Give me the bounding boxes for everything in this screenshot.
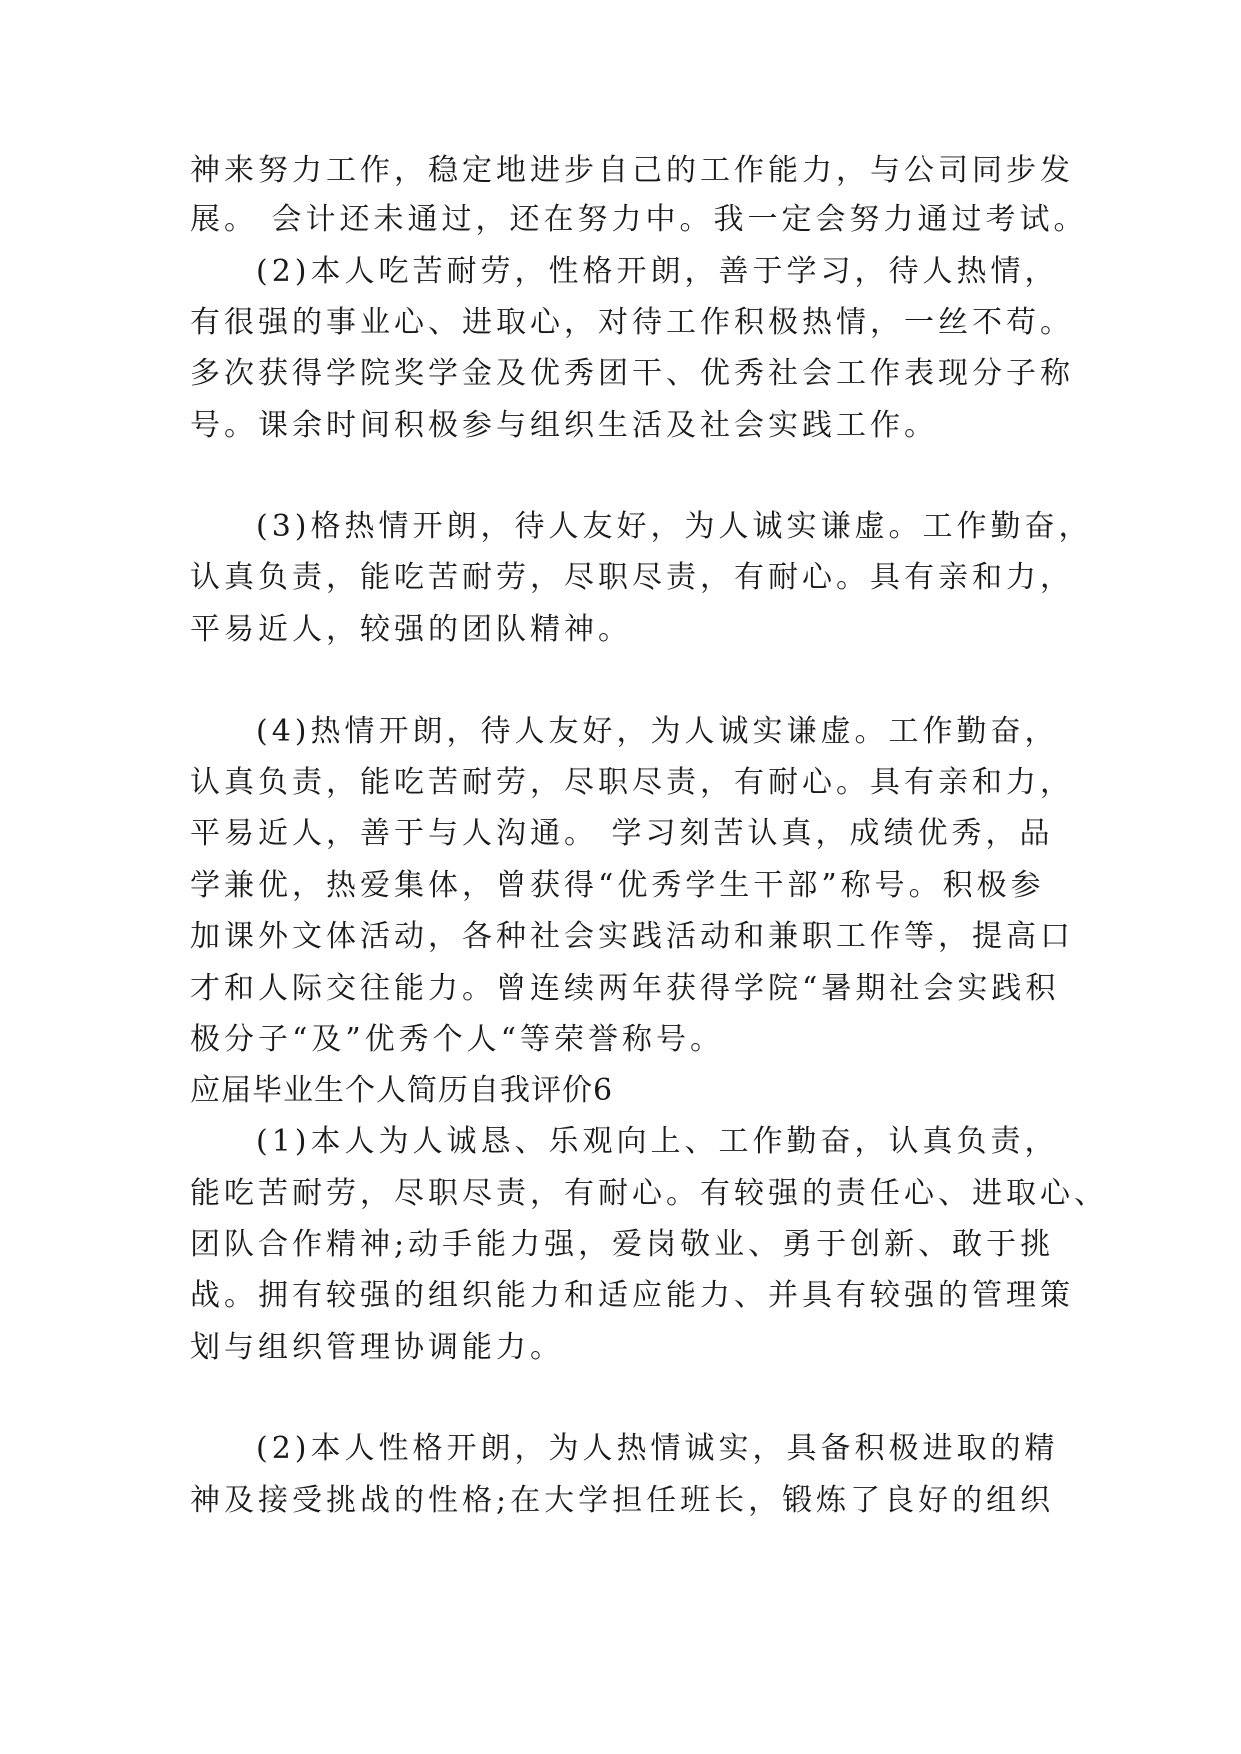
text-line: 认真负责，能吃苦耐劳，尽职尽责，有耐心。具有亲和力， bbox=[190, 560, 1074, 595]
text-line: 划与组织管理协调能力。 bbox=[190, 1330, 564, 1365]
text-line: 展。 会计还未通过，还在努力中。我一定会努力通过考试。 bbox=[190, 202, 1088, 237]
text-line: 能吃苦耐劳，尽职尽责，有耐心。有较强的责任心、进取心、 bbox=[190, 1176, 1108, 1211]
paragraph-start: (4)热情开朗，待人友好，为人诚实谦虚。工作勤奋， bbox=[256, 714, 1059, 749]
text-line: 平易近人，较强的团队精神。 bbox=[190, 612, 632, 647]
text-line: 极分子“及”优秀个人“等荣誉称号。 bbox=[190, 1022, 725, 1057]
paragraph-start: (3)格热情开朗，待人友好，为人诚实谦虚。工作勤奋， bbox=[256, 509, 1093, 544]
text-line: 认真负责，能吃苦耐劳，尽职尽责，有耐心。具有亲和力， bbox=[190, 765, 1074, 800]
paragraph-start: (1)本人为人诚恳、乐观向上、工作勤奋，认真负责， bbox=[256, 1124, 1059, 1159]
text-line: 才和人际交往能力。曾连续两年获得学院“暑期社会实践积 bbox=[190, 971, 1060, 1006]
text-line: 团队合作精神;动手能力强，爱岗敬业、勇于创新、敢于挑 bbox=[190, 1227, 1055, 1262]
text-line: 号。课余时间积极参与组织生活及社会实践工作。 bbox=[190, 408, 938, 443]
text-line: 神来努力工作，稳定地进步自己的工作能力，与公司同步发 bbox=[190, 153, 1074, 188]
text-line: 神及接受挑战的性格;在大学担任班长，锻炼了良好的组织 bbox=[190, 1483, 1055, 1518]
section-heading: 应届毕业生个人简历自我评价6 bbox=[190, 1073, 614, 1108]
text-line: 多次获得学院奖学金及优秀团干、优秀社会工作表现分子称 bbox=[190, 356, 1074, 391]
paragraph-start: (2)本人性格开朗，为人热情诚实，具备积极进取的精 bbox=[256, 1431, 1059, 1466]
text-line: 加课外文体活动，各种社会实践活动和兼职工作等，提高口 bbox=[190, 919, 1074, 954]
text-line: 学兼优，热爱集体，曾获得“优秀学生干部”称号。积极参 bbox=[190, 868, 1045, 903]
paragraph-start: (2)本人吃苦耐劳，性格开朗，善于学习，待人热情， bbox=[256, 254, 1059, 289]
text-line: 有很强的事业心、进取心，对待工作积极热情，一丝不苟。 bbox=[190, 305, 1074, 340]
text-line: 战。拥有较强的组织能力和适应能力、并具有较强的管理策 bbox=[190, 1278, 1074, 1313]
text-line: 平易近人，善于与人沟通。 学习刻苦认真，成绩优秀，品 bbox=[190, 816, 1054, 851]
